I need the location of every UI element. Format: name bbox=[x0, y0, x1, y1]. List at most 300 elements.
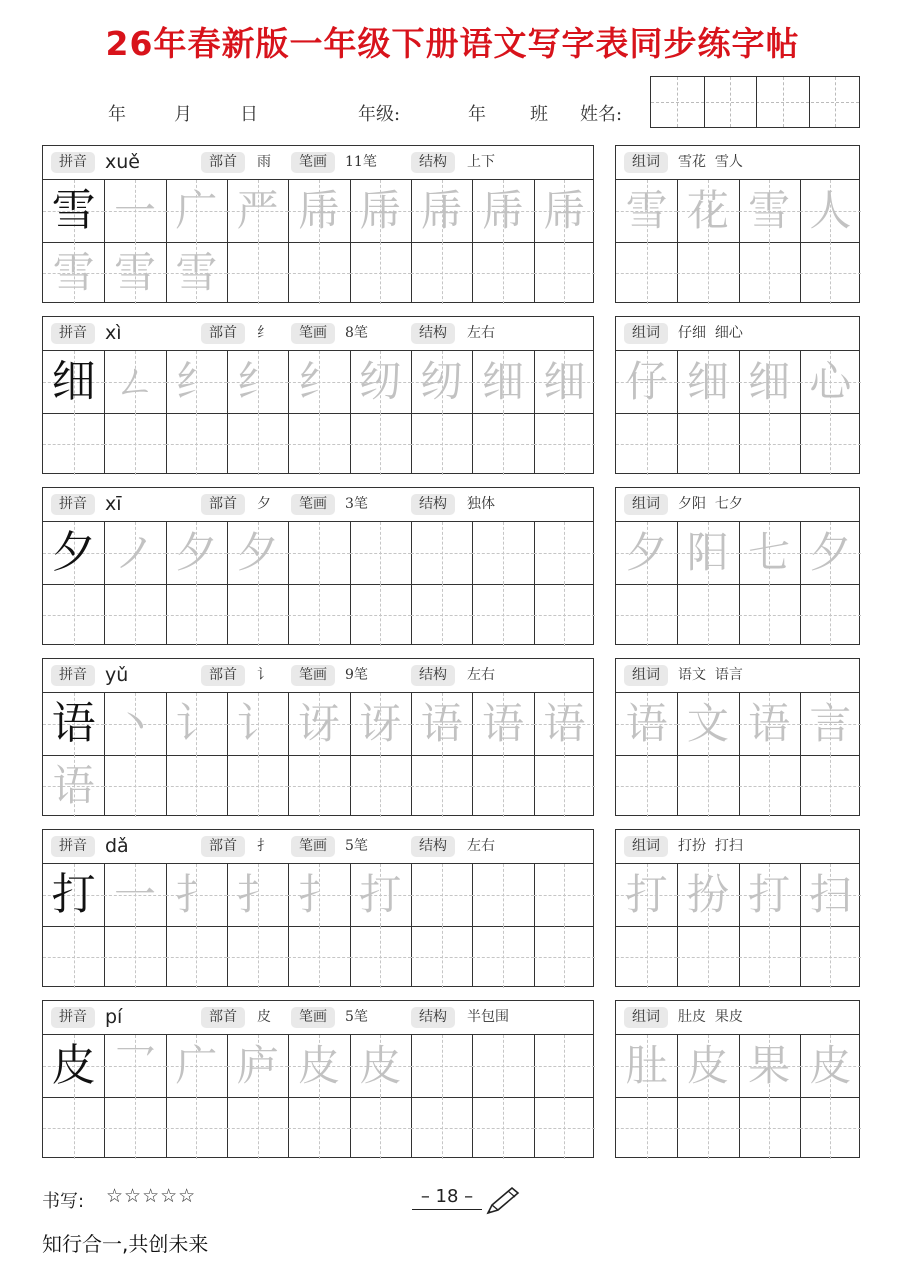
radical-tag: 部首 bbox=[201, 665, 245, 686]
word-trace-cell[interactable] bbox=[800, 1035, 861, 1097]
word-glyph: 花 bbox=[686, 186, 729, 235]
word-practice-cell[interactable] bbox=[677, 926, 738, 988]
char-practice-block bbox=[42, 658, 594, 816]
practice-cell[interactable] bbox=[534, 864, 595, 926]
word-trace-cell[interactable] bbox=[800, 864, 861, 926]
trace-cell[interactable] bbox=[104, 864, 165, 926]
trace-cell[interactable] bbox=[166, 1035, 227, 1097]
word-trace-cell[interactable] bbox=[677, 1035, 738, 1097]
word-glyph: 语 bbox=[625, 699, 668, 748]
trace-cell[interactable] bbox=[166, 522, 227, 584]
word-practice-cell[interactable] bbox=[739, 413, 800, 475]
structure-value: 半包围 bbox=[467, 1009, 509, 1025]
word-trace-cell[interactable] bbox=[739, 180, 800, 242]
word-glyph: 皮 bbox=[809, 1041, 852, 1090]
practice-cell[interactable] bbox=[350, 413, 411, 475]
trace-cell[interactable] bbox=[227, 351, 288, 413]
word-trace-cell[interactable] bbox=[677, 351, 738, 413]
stroke-order-glyph: 丶 bbox=[113, 699, 156, 748]
char-practice-block bbox=[42, 145, 594, 303]
stroke-order-glyph: 扌 bbox=[297, 870, 340, 919]
trace-cell[interactable] bbox=[288, 693, 349, 755]
word-trace-cell[interactable] bbox=[800, 522, 861, 584]
practice-cell[interactable] bbox=[411, 926, 472, 988]
trace-cell[interactable] bbox=[104, 1035, 165, 1097]
trace-cell[interactable] bbox=[288, 180, 349, 242]
trace-cell[interactable] bbox=[166, 351, 227, 413]
word-grid bbox=[616, 522, 859, 644]
char-info-bar bbox=[43, 488, 593, 522]
trace-cell[interactable] bbox=[534, 351, 595, 413]
words-tag: 组词 bbox=[624, 323, 668, 344]
practice-cell[interactable] bbox=[104, 755, 165, 817]
radical-tag: 部首 bbox=[201, 836, 245, 857]
practice-cell[interactable] bbox=[166, 413, 227, 475]
trace-cell[interactable] bbox=[166, 180, 227, 242]
word-practice-cell[interactable] bbox=[677, 755, 738, 817]
word-glyph: 细 bbox=[748, 357, 791, 406]
words-value: 仔细 细心 bbox=[678, 325, 743, 341]
word-practice-cell[interactable] bbox=[616, 584, 677, 646]
word-practice-cell[interactable] bbox=[616, 1097, 677, 1159]
grade-label: 年级: bbox=[358, 104, 401, 125]
word-info-bar bbox=[616, 830, 859, 864]
model-character: 打 bbox=[51, 869, 96, 920]
word-grid bbox=[616, 180, 859, 302]
pinyin-tag: 拼音 bbox=[51, 1007, 95, 1028]
practice-grid bbox=[43, 351, 593, 473]
motto-text: 知行合一,共创未来 bbox=[42, 1232, 209, 1256]
trace-cell[interactable] bbox=[43, 242, 104, 304]
trace-cell[interactable] bbox=[43, 755, 104, 817]
strokes-tag: 笔画 bbox=[291, 1007, 335, 1028]
word-glyph: 皮 bbox=[686, 1041, 729, 1090]
word-glyph: 打 bbox=[748, 870, 791, 919]
pinyin-value: xì bbox=[105, 322, 122, 344]
stroke-order-glyph: 夕 bbox=[236, 528, 279, 577]
practice-cell[interactable] bbox=[350, 755, 411, 817]
practice-cell[interactable] bbox=[288, 755, 349, 817]
practice-cell[interactable] bbox=[288, 926, 349, 988]
stroke-order-glyph: 语 bbox=[420, 699, 463, 748]
word-practice-cell[interactable] bbox=[800, 242, 861, 304]
structure-value: 上下 bbox=[467, 154, 495, 170]
rating-stars[interactable]: ☆☆☆☆☆ bbox=[106, 1185, 197, 1207]
word-practice-cell[interactable] bbox=[800, 755, 861, 817]
trace-cell[interactable] bbox=[227, 864, 288, 926]
practice-cell[interactable] bbox=[534, 413, 595, 475]
word-trace-cell[interactable] bbox=[616, 864, 677, 926]
practice-cell[interactable] bbox=[350, 1097, 411, 1159]
stroke-order-glyph: 乕 bbox=[420, 186, 463, 235]
word-glyph: 夕 bbox=[625, 528, 668, 577]
trace-cell[interactable] bbox=[288, 351, 349, 413]
practice-cell[interactable] bbox=[411, 755, 472, 817]
word-glyph: 雪 bbox=[625, 186, 668, 235]
stroke-order-glyph: 乕 bbox=[481, 186, 524, 235]
practice-cell[interactable] bbox=[166, 926, 227, 988]
word-grid bbox=[616, 351, 859, 473]
structure-tag: 结构 bbox=[411, 323, 455, 344]
word-glyph: 果 bbox=[748, 1041, 791, 1090]
structure-value: 左右 bbox=[467, 838, 495, 854]
stroke-order-glyph: 乕 bbox=[359, 186, 402, 235]
date-day-label: 日 bbox=[240, 104, 258, 125]
word-info-bar bbox=[616, 1001, 859, 1035]
practice-grid bbox=[43, 180, 593, 302]
words-value: 语文 语言 bbox=[678, 667, 743, 683]
word-practice-cell[interactable] bbox=[800, 584, 861, 646]
practice-cell[interactable] bbox=[43, 413, 104, 475]
practice-cell[interactable] bbox=[288, 413, 349, 475]
word-trace-cell[interactable] bbox=[739, 864, 800, 926]
word-trace-cell[interactable] bbox=[739, 1035, 800, 1097]
word-trace-cell[interactable] bbox=[677, 693, 738, 755]
trace-cell[interactable] bbox=[104, 180, 165, 242]
word-practice-cell[interactable] bbox=[677, 584, 738, 646]
radical-value: 雨 bbox=[257, 154, 271, 170]
char-practice-block bbox=[42, 487, 594, 645]
practice-cell[interactable] bbox=[472, 584, 533, 646]
practice-cell[interactable] bbox=[104, 926, 165, 988]
class-label: 班 bbox=[530, 104, 548, 125]
word-glyph: 阳 bbox=[686, 528, 729, 577]
name-label: 姓名: bbox=[580, 104, 623, 125]
practice-cell[interactable] bbox=[227, 1097, 288, 1159]
char-info-bar bbox=[43, 1001, 593, 1035]
practice-cell[interactable] bbox=[472, 755, 533, 817]
practice-cell[interactable] bbox=[534, 755, 595, 817]
practice-cell[interactable] bbox=[43, 584, 104, 646]
stroke-order-glyph: 皮 bbox=[297, 1041, 340, 1090]
trace-cell[interactable] bbox=[472, 351, 533, 413]
trace-cell[interactable] bbox=[472, 693, 533, 755]
page-number: – 18 – bbox=[412, 1186, 482, 1210]
word-trace-cell[interactable] bbox=[739, 522, 800, 584]
practice-cell[interactable] bbox=[472, 242, 533, 304]
practice-cell[interactable] bbox=[166, 584, 227, 646]
practice-cell[interactable] bbox=[411, 1035, 472, 1097]
word-practice-cell[interactable] bbox=[677, 242, 738, 304]
trace-cell[interactable] bbox=[411, 351, 472, 413]
word-glyph: 扫 bbox=[809, 870, 852, 919]
char-info-bar bbox=[43, 146, 593, 180]
practice-cell[interactable] bbox=[288, 242, 349, 304]
practice-cell[interactable] bbox=[472, 413, 533, 475]
grade-year-label: 年 bbox=[468, 104, 486, 125]
word-practice-cell[interactable] bbox=[677, 413, 738, 475]
name-writing-grid[interactable] bbox=[650, 76, 860, 128]
trace-cell[interactable] bbox=[166, 693, 227, 755]
word-practice-block bbox=[615, 487, 860, 645]
word-glyph: 仔 bbox=[625, 357, 668, 406]
trace-cell[interactable] bbox=[227, 1035, 288, 1097]
strokes-tag: 笔画 bbox=[291, 323, 335, 344]
trace-cell[interactable] bbox=[350, 864, 411, 926]
radical-tag: 部首 bbox=[201, 1007, 245, 1028]
practice-cell[interactable] bbox=[104, 413, 165, 475]
stroke-order-glyph: ㄥ bbox=[113, 357, 156, 406]
practice-cell[interactable] bbox=[166, 1097, 227, 1159]
practice-cell[interactable] bbox=[534, 242, 595, 304]
word-practice-cell[interactable] bbox=[739, 926, 800, 988]
trace-cell[interactable] bbox=[104, 242, 165, 304]
trace-cell[interactable] bbox=[166, 864, 227, 926]
trace-cell[interactable] bbox=[350, 351, 411, 413]
stroke-order-glyph: 雪 bbox=[52, 248, 95, 297]
word-glyph: 语 bbox=[748, 699, 791, 748]
radical-tag: 部首 bbox=[201, 152, 245, 173]
writing-score-label: 书写: bbox=[42, 1191, 85, 1212]
practice-grid bbox=[43, 522, 593, 644]
word-trace-cell[interactable] bbox=[616, 522, 677, 584]
practice-cell[interactable] bbox=[472, 926, 533, 988]
char-info-bar bbox=[43, 659, 593, 693]
practice-cell[interactable] bbox=[411, 1097, 472, 1159]
word-trace-cell[interactable] bbox=[800, 180, 861, 242]
word-trace-cell[interactable] bbox=[800, 693, 861, 755]
trace-cell[interactable] bbox=[104, 522, 165, 584]
stroke-order-glyph: 夕 bbox=[175, 528, 218, 577]
structure-tag: 结构 bbox=[411, 665, 455, 686]
word-trace-cell[interactable] bbox=[677, 180, 738, 242]
trace-cell[interactable] bbox=[104, 351, 165, 413]
date-month-label: 月 bbox=[174, 104, 192, 125]
word-glyph: 肚 bbox=[625, 1041, 668, 1090]
char-practice-block bbox=[42, 829, 594, 987]
practice-cell[interactable] bbox=[411, 413, 472, 475]
stroke-order-glyph: 讶 bbox=[359, 699, 402, 748]
trace-cell[interactable] bbox=[288, 864, 349, 926]
word-practice-cell[interactable] bbox=[739, 242, 800, 304]
pinyin-value: dǎ bbox=[105, 835, 129, 857]
pinyin-value: pí bbox=[105, 1006, 123, 1028]
trace-cell[interactable] bbox=[227, 522, 288, 584]
pinyin-tag: 拼音 bbox=[51, 494, 95, 515]
practice-cell[interactable] bbox=[43, 926, 104, 988]
radical-value: 扌 bbox=[257, 838, 271, 854]
word-trace-cell[interactable] bbox=[677, 522, 738, 584]
word-practice-block bbox=[615, 145, 860, 303]
word-practice-cell[interactable] bbox=[739, 584, 800, 646]
strokes-tag: 笔画 bbox=[291, 494, 335, 515]
practice-cell[interactable] bbox=[411, 864, 472, 926]
practice-cell[interactable] bbox=[534, 584, 595, 646]
practice-cell[interactable] bbox=[350, 584, 411, 646]
trace-cell[interactable] bbox=[534, 180, 595, 242]
practice-cell[interactable] bbox=[534, 926, 595, 988]
pinyin-tag: 拼音 bbox=[51, 836, 95, 857]
trace-cell[interactable] bbox=[534, 693, 595, 755]
word-trace-cell[interactable] bbox=[616, 351, 677, 413]
word-practice-cell[interactable] bbox=[616, 413, 677, 475]
word-glyph: 文 bbox=[686, 699, 729, 748]
model-char-cell[interactable] bbox=[43, 1035, 104, 1097]
pinyin-value: yǔ bbox=[105, 664, 129, 686]
strokes-tag: 笔画 bbox=[291, 152, 335, 173]
strokes-tag: 笔画 bbox=[291, 665, 335, 686]
model-character: 语 bbox=[51, 698, 96, 749]
practice-cell[interactable] bbox=[227, 584, 288, 646]
practice-cell[interactable] bbox=[104, 584, 165, 646]
word-practice-block bbox=[615, 316, 860, 474]
trace-cell[interactable] bbox=[472, 180, 533, 242]
word-info-bar bbox=[616, 146, 859, 180]
word-trace-cell[interactable] bbox=[677, 864, 738, 926]
stroke-order-glyph: ノ bbox=[113, 528, 156, 577]
word-trace-cell[interactable] bbox=[739, 351, 800, 413]
stroke-order-glyph: 纟 bbox=[175, 357, 218, 406]
structure-value: 左右 bbox=[467, 667, 495, 683]
practice-cell[interactable] bbox=[43, 1097, 104, 1159]
practice-cell[interactable] bbox=[472, 1035, 533, 1097]
word-practice-cell[interactable] bbox=[616, 926, 677, 988]
practice-cell[interactable] bbox=[534, 1097, 595, 1159]
word-trace-cell[interactable] bbox=[800, 351, 861, 413]
word-practice-cell[interactable] bbox=[739, 755, 800, 817]
word-glyph: 七 bbox=[748, 528, 791, 577]
radical-value: 讠 bbox=[257, 667, 271, 683]
radical-tag: 部首 bbox=[201, 494, 245, 515]
word-glyph: 人 bbox=[809, 186, 852, 235]
char-practice-block bbox=[42, 316, 594, 474]
practice-cell[interactable] bbox=[534, 522, 595, 584]
words-tag: 组词 bbox=[624, 494, 668, 515]
pinyin-tag: 拼音 bbox=[51, 665, 95, 686]
strokes-tag: 笔画 bbox=[291, 836, 335, 857]
practice-cell[interactable] bbox=[227, 926, 288, 988]
practice-cell[interactable] bbox=[227, 242, 288, 304]
word-practice-cell[interactable] bbox=[616, 755, 677, 817]
words-value: 夕阳 七夕 bbox=[678, 496, 743, 512]
model-char-cell[interactable] bbox=[43, 522, 104, 584]
stroke-order-glyph: 严 bbox=[236, 186, 279, 235]
trace-cell[interactable] bbox=[350, 180, 411, 242]
word-trace-cell[interactable] bbox=[616, 693, 677, 755]
strokes-value: 5笔 bbox=[345, 1009, 368, 1025]
radical-value: 皮 bbox=[257, 1009, 271, 1025]
trace-cell[interactable] bbox=[288, 1035, 349, 1097]
word-glyph: 细 bbox=[686, 357, 729, 406]
structure-tag: 结构 bbox=[411, 1007, 455, 1028]
model-character: 雪 bbox=[51, 185, 96, 236]
stroke-order-glyph: 纟 bbox=[236, 357, 279, 406]
word-practice-cell[interactable] bbox=[616, 242, 677, 304]
trace-cell[interactable] bbox=[227, 180, 288, 242]
word-practice-cell[interactable] bbox=[677, 1097, 738, 1159]
pinyin-tag: 拼音 bbox=[51, 323, 95, 344]
word-info-bar bbox=[616, 659, 859, 693]
practice-cell[interactable] bbox=[350, 522, 411, 584]
trace-cell[interactable] bbox=[166, 242, 227, 304]
strokes-value: 5笔 bbox=[345, 838, 368, 854]
word-practice-cell[interactable] bbox=[800, 926, 861, 988]
stroke-order-glyph: 细 bbox=[481, 357, 524, 406]
model-char-cell[interactable] bbox=[43, 351, 104, 413]
trace-cell[interactable] bbox=[350, 1035, 411, 1097]
stroke-order-glyph: 皮 bbox=[359, 1041, 402, 1090]
stroke-order-glyph: 乕 bbox=[297, 186, 340, 235]
practice-cell[interactable] bbox=[472, 522, 533, 584]
practice-cell[interactable] bbox=[288, 1097, 349, 1159]
practice-cell[interactable] bbox=[288, 522, 349, 584]
stroke-order-glyph: 语 bbox=[543, 699, 586, 748]
stroke-order-glyph: 扌 bbox=[175, 870, 218, 919]
radical-value: 夕 bbox=[257, 496, 271, 512]
char-practice-block bbox=[42, 1000, 594, 1158]
stroke-order-glyph: 庐 bbox=[236, 1041, 279, 1090]
trace-cell[interactable] bbox=[350, 693, 411, 755]
practice-cell[interactable] bbox=[288, 584, 349, 646]
word-glyph: 扮 bbox=[686, 870, 729, 919]
radical-value: 纟 bbox=[257, 325, 271, 341]
stroke-order-glyph: 乕 bbox=[543, 186, 586, 235]
stroke-order-glyph: 广 bbox=[175, 186, 218, 235]
words-tag: 组词 bbox=[624, 665, 668, 686]
word-trace-cell[interactable] bbox=[616, 180, 677, 242]
trace-cell[interactable] bbox=[411, 180, 472, 242]
practice-cell[interactable] bbox=[411, 584, 472, 646]
words-value: 雪花 雪人 bbox=[678, 154, 743, 170]
practice-cell[interactable] bbox=[227, 413, 288, 475]
practice-cell[interactable] bbox=[472, 1097, 533, 1159]
practice-cell[interactable] bbox=[350, 242, 411, 304]
word-trace-cell[interactable] bbox=[739, 693, 800, 755]
structure-value: 独体 bbox=[467, 496, 495, 512]
practice-cell[interactable] bbox=[411, 522, 472, 584]
stroke-order-glyph: 纫 bbox=[359, 357, 402, 406]
stroke-order-glyph: 雪 bbox=[113, 248, 156, 297]
practice-grid bbox=[43, 864, 593, 986]
practice-cell[interactable] bbox=[472, 864, 533, 926]
trace-cell[interactable] bbox=[227, 693, 288, 755]
word-info-bar bbox=[616, 488, 859, 522]
word-trace-cell[interactable] bbox=[616, 1035, 677, 1097]
trace-cell[interactable] bbox=[411, 693, 472, 755]
stroke-order-glyph: 一 bbox=[113, 870, 156, 919]
model-character: 夕 bbox=[51, 527, 96, 578]
words-tag: 组词 bbox=[624, 152, 668, 173]
model-char-cell[interactable] bbox=[43, 180, 104, 242]
stroke-order-glyph: 纟 bbox=[297, 357, 340, 406]
practice-cell[interactable] bbox=[534, 1035, 595, 1097]
word-practice-cell[interactable] bbox=[800, 413, 861, 475]
practice-cell[interactable] bbox=[350, 926, 411, 988]
strokes-value: 3笔 bbox=[345, 496, 368, 512]
practice-cell[interactable] bbox=[411, 242, 472, 304]
practice-cell[interactable] bbox=[227, 755, 288, 817]
pen-icon bbox=[484, 1185, 522, 1217]
trace-cell[interactable] bbox=[104, 693, 165, 755]
word-practice-block bbox=[615, 1000, 860, 1158]
word-practice-block bbox=[615, 829, 860, 987]
stroke-order-glyph: 语 bbox=[481, 699, 524, 748]
word-practice-cell[interactable] bbox=[739, 1097, 800, 1159]
word-glyph: 打 bbox=[625, 870, 668, 919]
word-practice-cell[interactable] bbox=[800, 1097, 861, 1159]
strokes-value: 9笔 bbox=[345, 667, 368, 683]
word-glyph: 雪 bbox=[748, 186, 791, 235]
word-glyph: 夕 bbox=[809, 528, 852, 577]
model-character: 皮 bbox=[51, 1040, 96, 1091]
model-char-cell[interactable] bbox=[43, 864, 104, 926]
practice-cell[interactable] bbox=[104, 1097, 165, 1159]
practice-cell[interactable] bbox=[166, 755, 227, 817]
model-char-cell[interactable] bbox=[43, 693, 104, 755]
strokes-value: 11笔 bbox=[345, 154, 377, 170]
char-info-bar bbox=[43, 830, 593, 864]
words-value: 肚皮 果皮 bbox=[678, 1009, 743, 1025]
